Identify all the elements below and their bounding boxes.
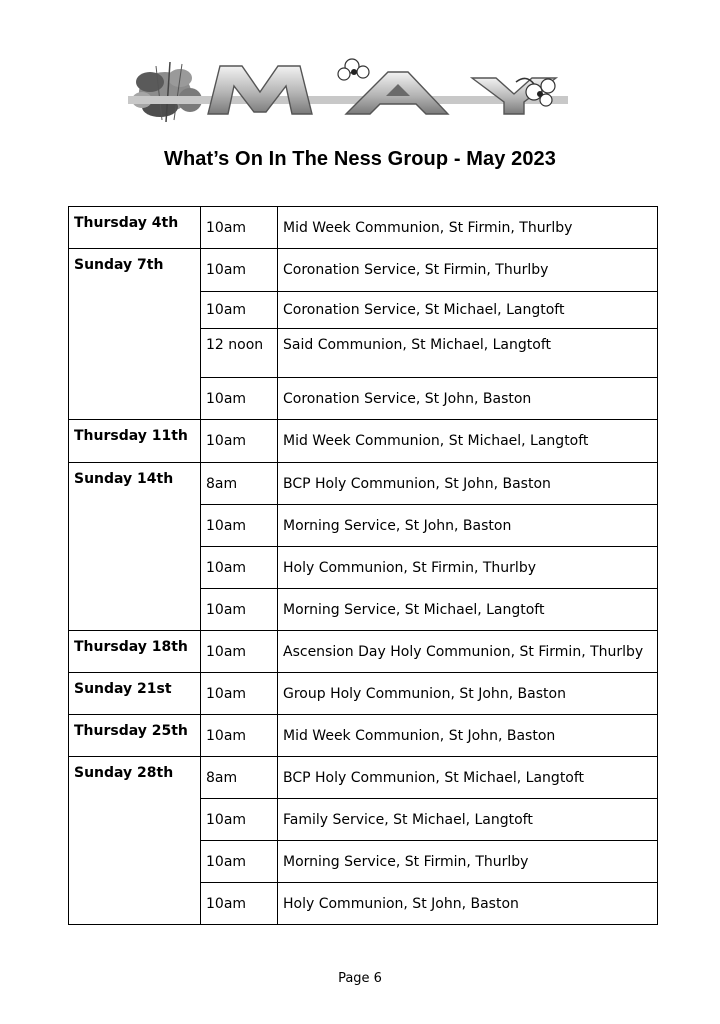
event-cell: BCP Holy Communion, St Michael, Langtoft	[278, 757, 658, 799]
page-title: What’s On In The Ness Group - May 2023	[163, 148, 557, 170]
event-cell: Mid Week Communion, St John, Baston	[278, 715, 658, 757]
table-row	[69, 757, 658, 799]
time-cell: 10am	[201, 799, 278, 841]
events-table	[68, 206, 658, 925]
event-cell: Coronation Service, St John, Baston	[278, 378, 658, 420]
table-row	[69, 631, 658, 673]
page-number: Page 6	[338, 971, 382, 986]
table-row	[69, 463, 658, 505]
table-row	[69, 673, 658, 715]
event-cell: Coronation Service, St Michael, Langtoft	[278, 292, 658, 329]
time-cell: 8am	[201, 757, 278, 799]
day-cell: Thursday 25th	[69, 715, 201, 757]
event-cell: Coronation Service, St Firmin, Thurlby	[278, 249, 658, 292]
day-cell: Sunday 21st	[69, 673, 201, 715]
time-cell: 10am	[201, 378, 278, 420]
day-cell: Thursday 11th	[69, 420, 201, 463]
event-cell: BCP Holy Communion, St John, Baston	[278, 463, 658, 505]
foliage-icon	[132, 62, 202, 122]
event-cell: Morning Service, St Firmin, Thurlby	[278, 841, 658, 883]
event-cell: Morning Service, St John, Baston	[278, 505, 658, 547]
time-cell: 10am	[201, 249, 278, 292]
day-cell: Sunday 28th	[69, 757, 201, 925]
event-cell: Said Communion, St Michael, Langtoft	[278, 329, 658, 378]
table-row	[69, 420, 658, 463]
time-cell: 10am	[201, 883, 278, 925]
time-cell: 12 noon	[201, 329, 278, 378]
event-cell: Group Holy Communion, St John, Baston	[278, 673, 658, 715]
event-cell: Family Service, St Michael, Langtoft	[278, 799, 658, 841]
table-row	[69, 249, 658, 292]
time-cell: 10am	[201, 589, 278, 631]
time-cell: 10am	[201, 715, 278, 757]
table-row	[69, 207, 658, 249]
event-cell: Mid Week Communion, St Michael, Langtoft	[278, 420, 658, 463]
time-cell: 10am	[201, 420, 278, 463]
table-row	[69, 715, 658, 757]
time-cell: 10am	[201, 505, 278, 547]
time-cell: 8am	[201, 463, 278, 505]
letter-m-shape	[208, 66, 312, 114]
day-cell: Thursday 18th	[69, 631, 201, 673]
time-cell: 10am	[201, 631, 278, 673]
day-cell: Sunday 14th	[69, 463, 201, 631]
event-cell: Holy Communion, St John, Baston	[278, 883, 658, 925]
event-cell: Holy Communion, St Firmin, Thurlby	[278, 547, 658, 589]
day-cell: Sunday 7th	[69, 249, 201, 420]
time-cell: 10am	[201, 207, 278, 249]
event-cell: Mid Week Communion, St Firmin, Thurlby	[278, 207, 658, 249]
day-cell: Thursday 4th	[69, 207, 201, 249]
event-cell: Ascension Day Holy Communion, St Firmin, Thurlby	[278, 631, 658, 673]
time-cell: 10am	[201, 841, 278, 883]
may-banner-image	[120, 52, 580, 126]
event-cell: Morning Service, St Michael, Langtoft	[278, 589, 658, 631]
time-cell: 10am	[201, 673, 278, 715]
time-cell: 10am	[201, 292, 278, 329]
time-cell: 10am	[201, 547, 278, 589]
